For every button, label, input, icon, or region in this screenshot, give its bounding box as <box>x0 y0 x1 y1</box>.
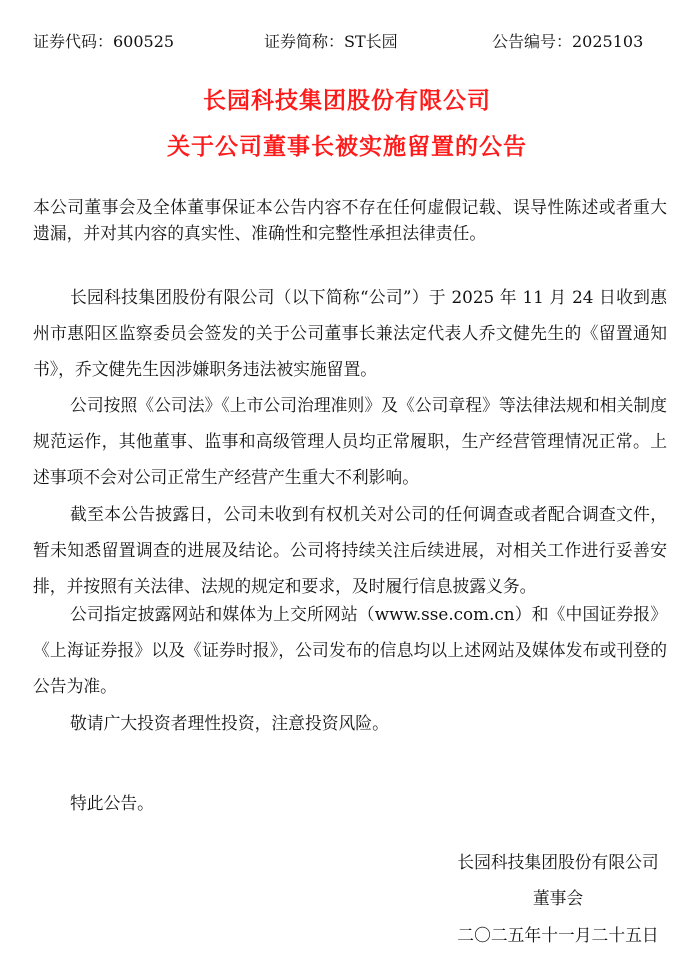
signature-company: 长园科技集团股份有限公司 <box>457 852 659 872</box>
signature-date: 二〇二五年十一月二十五日 <box>457 925 659 945</box>
signature-board: 董事会 <box>532 888 584 908</box>
header-meta-row <box>0 30 694 54</box>
announcement-title: 关于公司董事长被实施留置的公告 <box>167 134 527 160</box>
paragraph-detention-notice: 长园科技集团股份有限公司（以下简称“公司”）于 2025 年 11 月 24 日收到惠州市惠阳区监察委员会签发的关于公司董事长兼法定代表人乔文健先生的《留置通知书》，乔文健先生因涉嫌职务违法被实施留置。 <box>33 287 667 379</box>
paragraph-investigation-status: 截至本公告披露日，公司未收到有权机关对公司的任何调查或者配合调查文件，暂未知悉留置调查的进展及结论。公司将持续关注后续进展，对相关工作进行妥善安排，并按照有关法律、法规的规定和要求，及时履行信息披露义务。 <box>33 504 667 596</box>
paragraph-disclosure-media: 公司指定披露网站和媒体为上交所网站（www.sse.com.cn）和《中国证券报》《上海证券报》以及《证券时报》，公司发布的信息均以上述网站及媒体发布或刊登的公告为准。 <box>33 604 667 696</box>
paragraph-closing: 特此公告。 <box>70 793 154 813</box>
securities-code: 证券代码：600525 <box>33 32 175 51</box>
paragraph-operations-normal: 公司按照《公司法》《上市公司治理准则》及《公司章程》等法律法规和相关制度规范运作，其他董事、监事和高级管理人员均正常履职，生产经营管理情况正常。上述事项不会对公司正常生产经营产生重大不利影响。 <box>33 395 667 487</box>
board-declaration: 本公司董事会及全体董事保证本公告内容不存在任何虚假记载、误导性陈述或者重大遗漏，并对其内容的真实性、准确性和完整性承担法律责任。 <box>33 197 667 243</box>
paragraph-investor-risk: 敬请广大投资者理性投资，注意投资风险。 <box>70 713 389 733</box>
announcement-number: 公告编号：2025103 <box>492 32 644 51</box>
company-title: 长园科技集团股份有限公司 <box>203 88 491 114</box>
securities-abbreviation: 证券简称：ST长园 <box>264 32 398 51</box>
